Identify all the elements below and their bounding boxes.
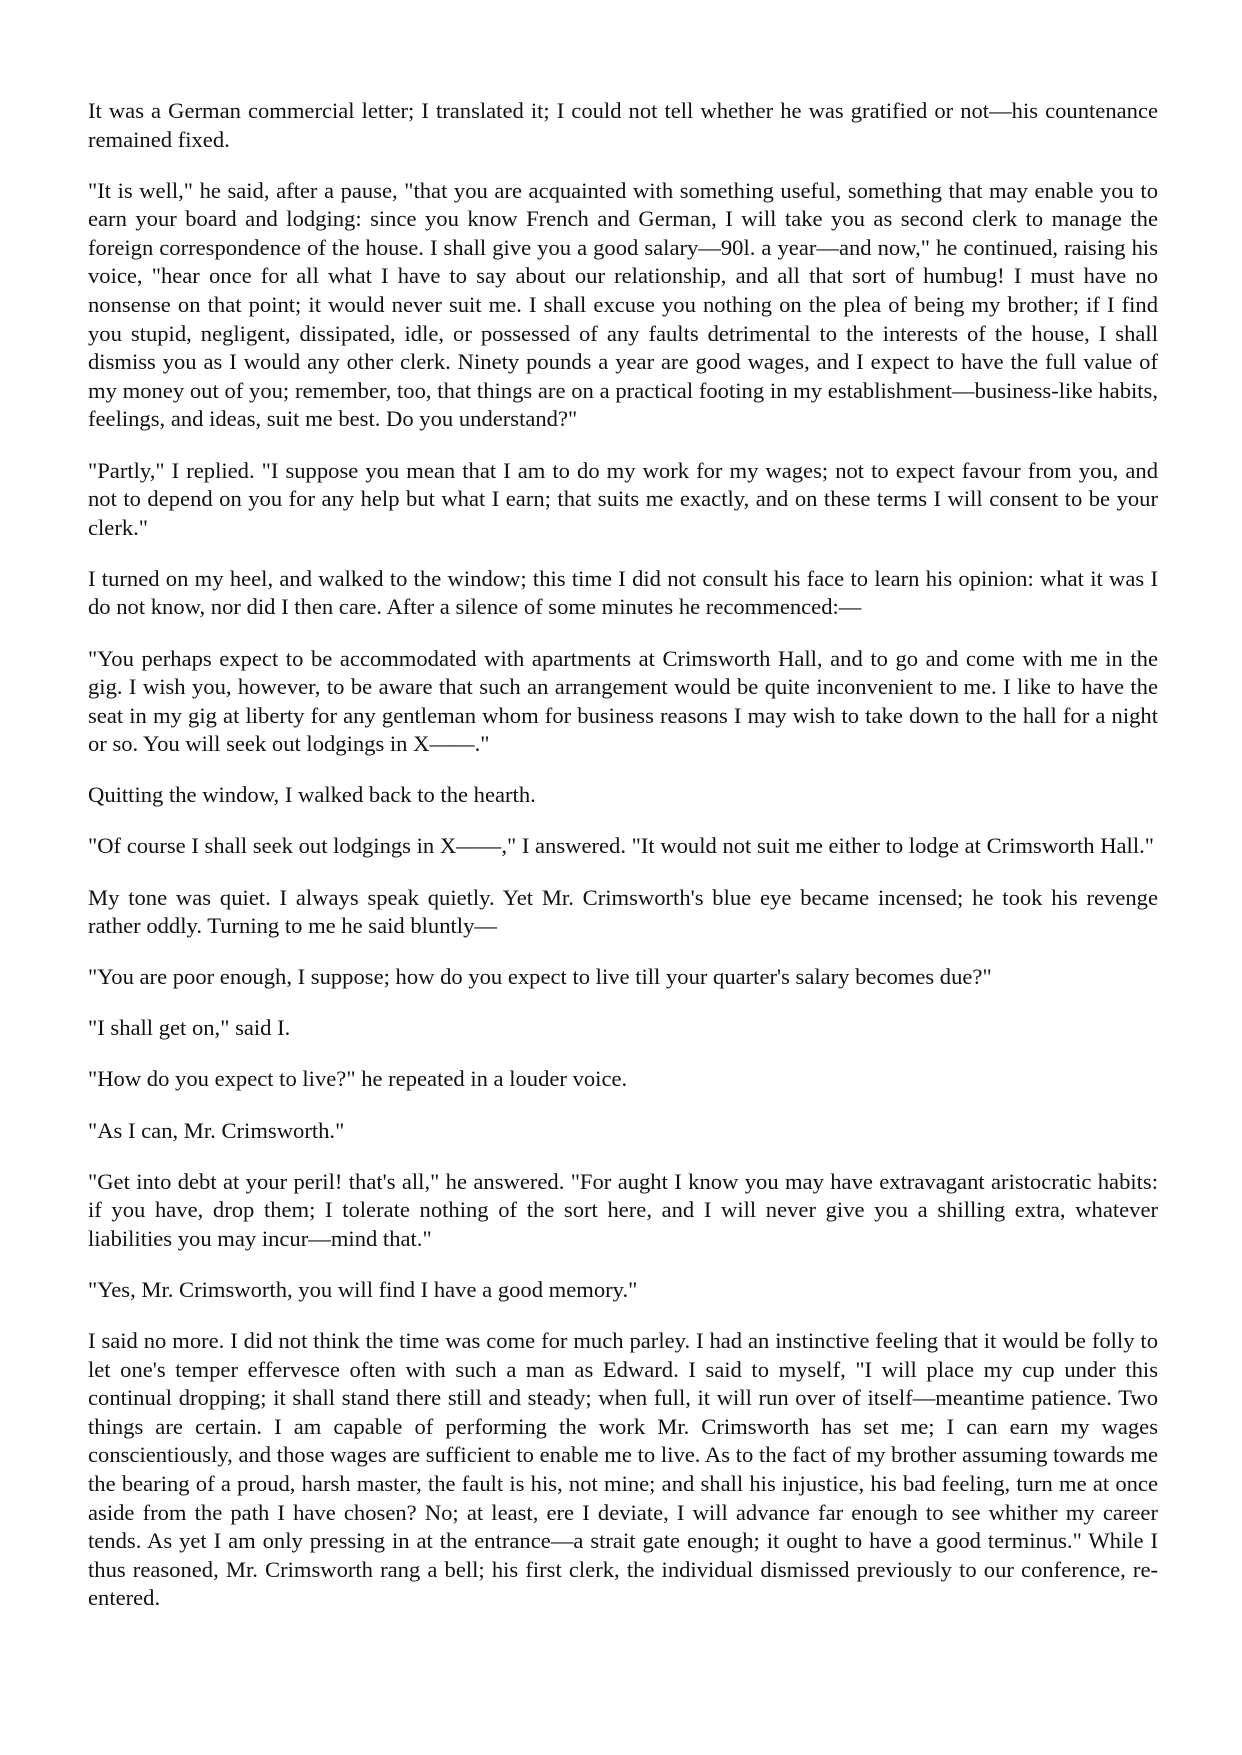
paragraph: "It is well," he said, after a pause, "that you are acquainted with something useful, something that may enable you to earn your board and lodging: since you know French and German, I will take you as second clerk to manage the foreign correspondence of the house. I shall give you a good salary—90l. a year—and now," he continued, raising his voice, "hear once for all what I have to say about our relationship, and all that sort of humbug! I must have no nonsense on that point; it would never suit me. I shall excuse you nothing on the plea of being my brother; if I find you stupid, negligent, dissipated, idle, or possessed of any faults detrimental to the interests of the house, I shall dismiss you as I would any other clerk. Ninety pounds a year are good wages, and I expect to have the full value of my money out of you; remember, too, that things are on a practical footing in my establishment—business-like habits, feelings, and ideas, suit me best. Do you understand?" [88,177,1158,432]
paragraph: I said no more. I did not think the time was come for much parley. I had an instinctive feeling that it would be folly to let one's temper effervesce often with such a man as Edward. I said to myself, "I will place my cup under this continual dropping; it shall stand there still and steady; when full, it will run over of itself—meantime patience. Two things are certain. I am capable of performing the work Mr. Crimsworth has set me; I can earn my wages conscientiously, and those wages are sufficient to enable me to live. As to the fact of my brother assuming towards me the bearing of a proud, harsh master, the fault is his, not mine; and shall his injustice, his bad feeling, turn me at once aside from the path I have chosen? No; at least, ere I deviate, I will advance far enough to see whither my career tends. As yet I am only pressing in at the entrance—a strait gate enough; it ought to have a good terminus." While I thus reasoned, Mr. Crimsworth rang a bell; his first clerk, the individual dismissed previously to our conference, re-entered. [88,1328,1158,1611]
paragraph: "You are poor enough, I suppose; how do you expect to live till your quarter's salary becomes due?" [88,964,992,990]
paragraph: "Of course I shall seek out lodgings in X——," I answered. "It would not suit me either to lodge at Crimsworth Hall." [88,833,1154,859]
paragraph: "How do you expect to live?" he repeated in a louder voice. [88,1066,628,1092]
paragraph: "As I can, Mr. Crimsworth." [88,1117,345,1143]
paragraph: "Partly," I replied. "I suppose you mean that I am to do my work for my wages; not to expect favour from you, and not to depend on you for any help but what I earn; that suits me exactly, and on these terms I will consent to be your clerk." [88,457,1158,540]
paragraph: My tone was quiet. I always speak quietly. Yet Mr. Crimsworth's blue eye became incensed; he took his revenge rather oddly. Turning to me he said bluntly— [88,884,1158,939]
paragraph: It was a German commercial letter; I translated it; I could not tell whether he was gratified or not—his countenance remained fixed. [88,98,1158,152]
paragraph: "I shall get on," said I. [88,1015,291,1041]
document-page [88,97,1158,1613]
paragraph: I turned on my heel, and walked to the window; this time I did not consult his face to learn his opinion: what it was I do not know, nor did I then care. After a silence of some minutes he recommenced:— [88,565,1158,620]
paragraph: "Get into debt at your peril! that's all," he answered. "For aught I know you may have extravagant aristocratic habits: if you have, drop them; I tolerate nothing of the sort here, and I will never give you a shilling extra, whatever liabilities you may incur—mind that." [88,1168,1158,1251]
paragraph: "Yes, Mr. Crimsworth, you will find I have a good memory." [88,1276,638,1302]
paragraph: Quitting the window, I walked back to the hearth. [88,782,536,808]
paragraph: "You perhaps expect to be accommodated with apartments at Crimsworth Hall, and to go and come with me in the gig. I wish you, however, to be aware that such an arrangement would be quite inconvenient to me. I like to have the seat in my gig at liberty for any gentleman whom for business reasons I may wish to take down to the hall for a night or so. You will seek out lodgings in X——." [88,645,1158,757]
